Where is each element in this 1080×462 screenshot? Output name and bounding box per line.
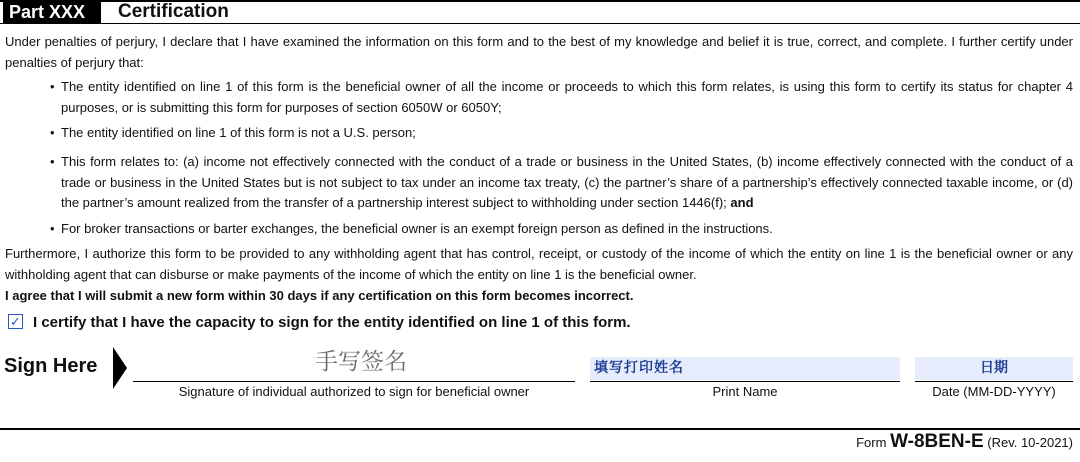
part-label: Part XXX: [3, 1, 101, 23]
certification-bullet-4: [50, 219, 1073, 240]
agreement-statement: I agree that I will submit a new form within 30 days if any certification on this form becomes incorrect.: [5, 288, 634, 303]
print-name-value: 填写打印姓名: [594, 359, 684, 375]
form-name: W-8BEN-E: [890, 431, 984, 452]
section-title: Certification: [118, 1, 229, 22]
date-value: 日期: [980, 359, 1008, 375]
bullet-text: This form relates to: (a) income not effectively connected with the conduct of a trade or business in the United States, (b) income effectively connected with the conduct of a trade or business in the United States but is not subject to tax under an income tax treaty, (c) the partner’s share of a partnership’s effectively connected taxable income, or (d) the partner’s amount realized from the transfer of a partnership interest subject to withholding under section 1446(f);: [61, 154, 1073, 210]
form-revision: (Rev. 10-2021): [987, 435, 1073, 450]
checkmark-icon: ✓: [10, 314, 21, 329]
bullet-suffix: and: [730, 195, 754, 210]
print-name-field[interactable]: [590, 357, 900, 380]
intro-paragraph: Under penalties of perjury, I declare that I have examined the information on this form and to the best of my knowledge and belief it is true, correct, and complete. I further certify under penalties of perjury that:: [5, 34, 1073, 70]
signature-field[interactable]: [133, 346, 575, 380]
bullet-icon: •: [50, 79, 55, 94]
certify-label: I certify that I have the capacity to sign for the entity identified on line 1 of this form.: [33, 314, 631, 331]
bullet-text: The entity identified on line 1 of this form is the beneficial owner of all the income or proceeds to which this form relates, is using this form to certify its status for chapter 4 purposes, or is submitting this form for purposes of section 6050W or 6050Y;: [61, 79, 1073, 115]
bullet-icon: •: [50, 154, 55, 169]
bullet-text: The entity identified on line 1 of this form is not a U.S. person;: [61, 125, 416, 140]
bullet-icon: •: [50, 221, 55, 236]
certify-checkbox[interactable]: [8, 314, 23, 329]
certification-bullet-1: [50, 77, 1073, 118]
authorization-paragraph: Furthermore, I authorize this form to be provided to any withholding agent that has control, receipt, or custody of the income of which the entity on line 1 is the beneficial owner or any withholding agent that can disburse or make payments of the income of which the entity on line 1 is the beneficial owner.: [5, 246, 1073, 282]
date-field[interactable]: [915, 357, 1073, 380]
print-name-caption: Print Name: [712, 384, 778, 399]
form-footer: [856, 430, 1073, 455]
certification-bullet-2: [50, 123, 1073, 144]
sign-here-label: Sign Here: [4, 355, 98, 377]
signature-value: 手写签名: [315, 348, 407, 374]
date-caption: Date (MM-DD-YYYY): [932, 384, 1056, 399]
bullet-text: For broker transactions or barter exchanges, the beneficial owner is an exempt foreign person as defined in the instructions.: [61, 221, 773, 236]
date-line: [915, 381, 1073, 382]
signature-caption: Signature of individual authorized to sign for beneficial owner: [178, 384, 530, 399]
sign-arrow-icon: [113, 347, 127, 389]
bullet-icon: •: [50, 125, 55, 140]
footer-prefix: Form: [856, 435, 887, 450]
header-rule: [0, 23, 1080, 24]
certification-bullet-3: [50, 152, 1073, 214]
print-name-line: [590, 381, 900, 382]
signature-line: [133, 381, 575, 382]
